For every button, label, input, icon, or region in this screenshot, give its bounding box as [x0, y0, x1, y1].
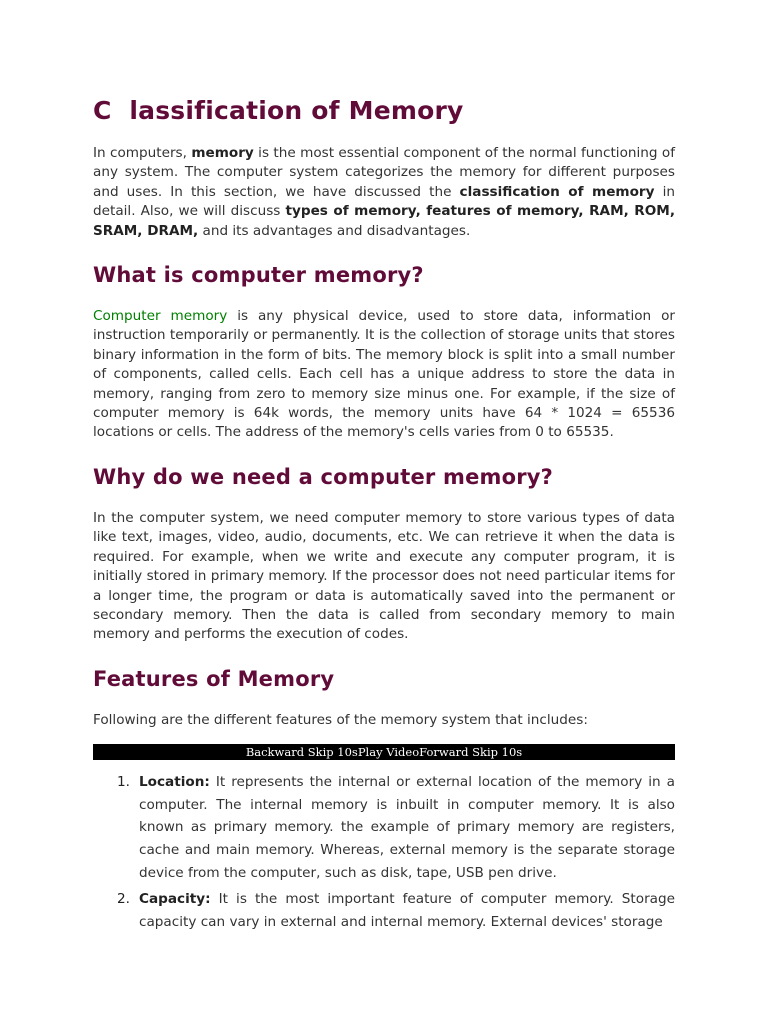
document-content	[93, 92, 675, 937]
heading-what-is-memory: What is computer memory?	[93, 263, 424, 288]
intro-text-3: in detail. Also, we will discuss	[93, 183, 675, 220]
list-item-text: It represents the internal or external location of the memory in a computer. The internal memory is inbuilt in computer memory. It is also known as primary memory. the example of primary memory are registers, cache and main memory. Whereas, external memory is the separate storage device from the computer, such as disk, tape, USB pen drive.	[139, 774, 675, 881]
list-item-capacity	[93, 888, 675, 933]
computer-memory-link[interactable]: Computer memory	[93, 308, 228, 325]
title-first-letter: C	[93, 96, 112, 125]
heading-why-need-memory: Why do we need a computer memory?	[93, 464, 554, 489]
intro-paragraph	[93, 144, 675, 241]
intro-text-4: and its advantages and disadvantages.	[198, 222, 471, 239]
features-list	[93, 771, 675, 933]
what-is-memory-text: is any physical device, used to store data, information or instruction temporarily or permanently. It is the collection of storage units that stores binary information in the form of bits. The memory block is split into a small number of components, called cells. Each cell has a unique address to store the data in memory, ranging from zero to memory size minus one. For example, if the size of computer memory is 64k words, the memory units have 64 * 1024 = 65536 locations or cells. The address of the memory's cells varies from 0 to 65535.	[93, 308, 675, 441]
intro-text-2: is the most essential component of the normal functioning of any system. The computer system categorizes the memory for different purposes and uses. In this section, we have discussed the	[93, 145, 676, 200]
intro-bold-memory: memory	[191, 145, 254, 161]
features-intro-paragraph: Following are the different features of the memory system that includes:	[93, 711, 588, 728]
list-item-label: Location:	[139, 774, 210, 791]
list-item-label: Capacity:	[139, 891, 211, 908]
title-rest: lassification of Memory	[129, 96, 464, 125]
list-item-number: 2.	[117, 891, 130, 908]
list-item-text: It is the most important feature of computer memory. Storage capacity can vary in external and internal memory. External devices' storage	[139, 891, 675, 930]
page-title	[93, 92, 675, 130]
why-need-memory-paragraph: In the computer system, we need computer memory to store various types of data like text, images, video, audio, documents, etc. We can retrieve it when the data is required. For example, when we write and execute any computer program, it is initially stored in primary memory. If the processor does not need particular items for a longer time, the program or data is automatically saved into the permanent or secondary memory. Then the data is called from secondary memory to main memory and performs the execution of codes.	[93, 509, 675, 643]
video-player-bar[interactable]: Backward Skip 10sPlay VideoForward Skip 10s	[93, 744, 675, 760]
list-item-number: 1.	[117, 774, 130, 791]
list-item-location	[93, 771, 675, 884]
intro-bold-classification: classification of memory	[459, 183, 655, 200]
intro-text-1: In computers,	[93, 145, 192, 161]
heading-features-of-memory: Features of Memory	[93, 666, 335, 691]
what-is-memory-paragraph	[93, 307, 675, 443]
intro-bold-types: types of memory, features of memory, RAM, ROM, SRAM, DRAM,	[93, 203, 675, 239]
